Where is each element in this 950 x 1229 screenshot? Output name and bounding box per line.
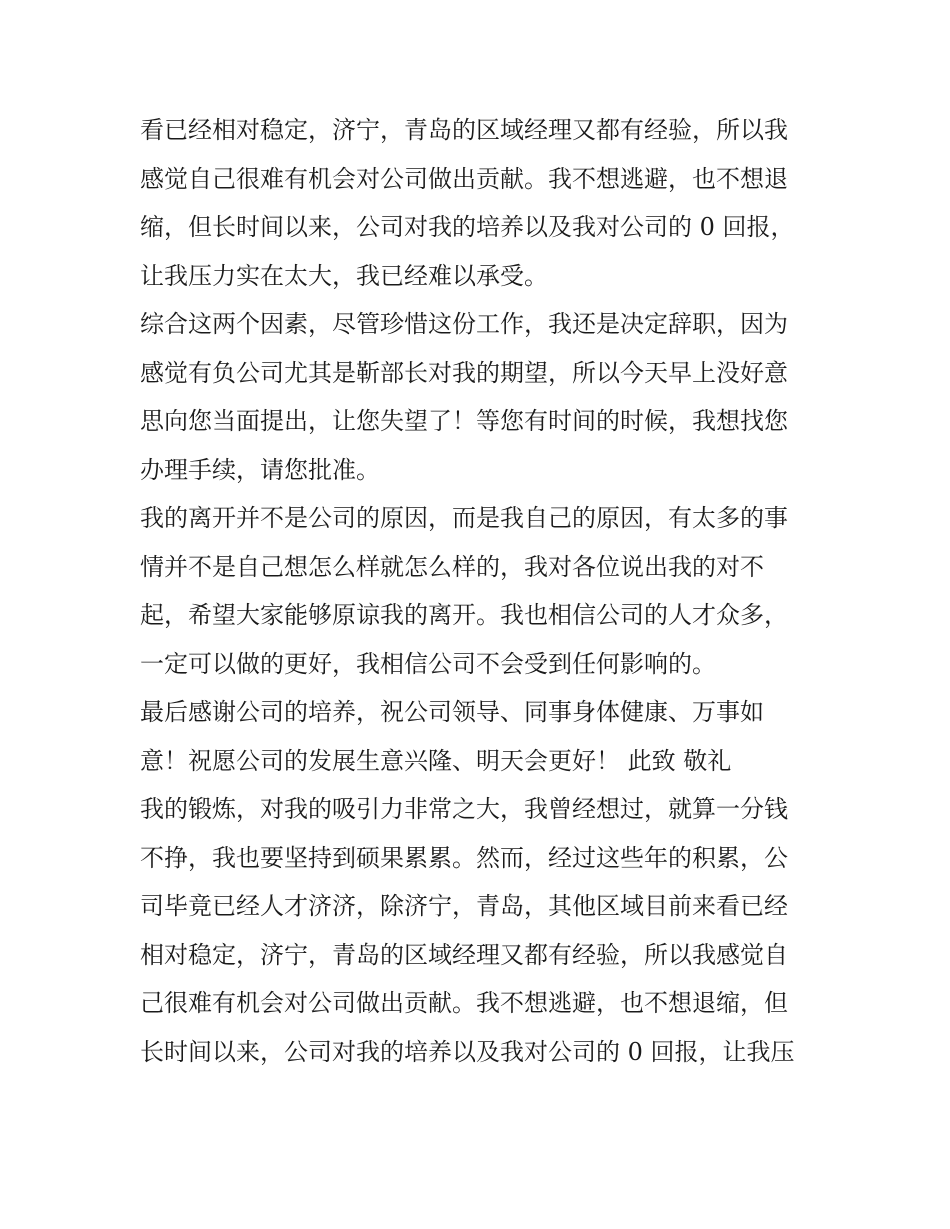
document-body [140, 106, 820, 1076]
text-line: 起，希望大家能够原谅我的离开。我也相信公司的人才众多， [140, 601, 788, 629]
text-line: 意！祝愿公司的发展生意兴隆、明天会更好！ 此致 敬礼 [140, 746, 732, 775]
text-line: 不挣，我也要坚持到硕果累累。然而，经过这些年的积累，公 [140, 843, 788, 872]
text-line: 一定可以做的更好，我相信公司不会受到任何影响的。 [140, 649, 716, 678]
text-line: 长时间以来，公司对我的培养以及我对公司的 0 回报，让我压 [140, 1037, 795, 1066]
text-line: 思向您当面提出，让您失望了！等您有时间的时候，我想找您 [140, 407, 788, 435]
text-line: 我的离开并不是公司的原因，而是我自己的原因，有太多的事 [140, 504, 788, 532]
text-line: 感觉自己很难有机会对公司做出贡献。我不想逃避，也不想退 [140, 164, 788, 193]
text-line: 我的锻炼，对我的吸引力非常之大，我曾经想过，就算一分钱 [140, 795, 788, 823]
text-line: 看已经相对稳定，济宁，青岛的区域经理又都有经验，所以我 [140, 116, 788, 144]
text-line: 综合这两个因素，尽管珍惜这份工作，我还是决定辞职，因为 [140, 310, 788, 338]
text-line: 缩，但长时间以来，公司对我的培养以及我对公司的 0 回报， [140, 213, 795, 241]
text-line: 最后感谢公司的培养，祝公司领导、同事身体健康、万事如 [140, 698, 764, 726]
text-line: 情并不是自己想怎么样就怎么样的，我对各位说出我的对不 [140, 552, 764, 581]
text-line: 司毕竟已经人才济济，除济宁，青岛，其他区域目前来看已经 [140, 892, 788, 920]
text-line: 办理手续，请您批准。 [140, 455, 380, 484]
text-line: 相对稳定，济宁，青岛的区域经理又都有经验，所以我感觉自 [140, 940, 788, 969]
text-line: 己很难有机会对公司做出贡献。我不想逃避，也不想退缩，但 [140, 989, 788, 1017]
text-line: 让我压力实在太大，我已经难以承受。 [140, 261, 548, 290]
text-line: 感觉有负公司尤其是靳部长对我的期望，所以今天早上没好意 [140, 358, 788, 387]
